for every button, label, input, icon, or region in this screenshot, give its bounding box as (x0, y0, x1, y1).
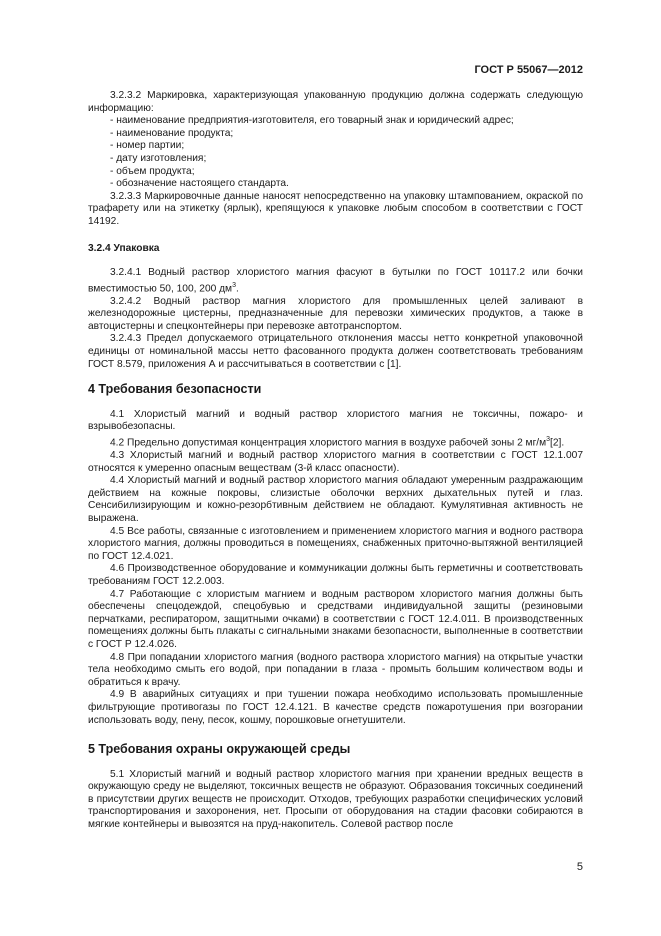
list-item: - наименование предприятия-изготовителя, его товарный знак и юридический адрес; (110, 115, 514, 127)
list-item: - обозначение настоящего стандарта. (110, 178, 289, 190)
paragraph-4-1: 4.1 Хлористый магний и водный раствор хлористого магния не токсичны, пожаро- и взрывобезопасны. (88, 408, 583, 433)
section-title-5: 5 Требования охраны окружающей среды (88, 742, 351, 757)
paragraph-3-2-4-3: 3.2.4.3 Предел допускаемого отрицательного отклонения массы нетто конкретной упаковочной единицы от номинальной массы нетто фасованного продукта должен соответствовать требованиям ГОСТ 8.579, приложения А и рассчитываться в соответствии с [1]. (88, 333, 583, 370)
paragraph-4-2: 4.2 Предельно допустимая концентрация хлористого магния в воздухе рабочей зоны 2 $мг/м^3[2]$. (110, 436, 565, 449)
paragraph-3-2-4-1: 3.2.4.1 Водный раствор хлористого магния фасуют в бутылки по ГОСТ 10117.2 или бочки вместимостью 50, 100, 200 $дм^3$. (88, 267, 583, 295)
paragraph-4-7: 4.7 Работающие с хлористым магнием и водным раствором хлористого магния должны быть обеспечены спецодеждой, спецобувью и средствами индивидуальной защиты (резиновыми перчатками, респиратором, защитными очками) в соответствии с ГОСТ 12.4.011. В производственных помещениях должны быть плакаты с сигнальными знаками безопасности, выполненные в соответствии с ГОСТ Р 12.4.026. (88, 588, 583, 650)
list-item: - номер партии; (110, 140, 185, 152)
paragraph-5-1: 5.1 Хлористый магний и водный раствор хлористого магния при хранении вредных веществ в окружающую среду не выделяют, токсичных веществ не образуют. Образования токсичных соединений в присутствии других веществ не происходит. Отходов, требующих разработки специфических условий транспортирования и захоронения, нет. Просыпи от оборудования на стадии фасовки собираются в мягкие контейнеры и вывозятся на пруд-накопитель. Солевой раствор после (88, 768, 583, 831)
paragraph-4-4: 4.4 Хлористый магний и водный раствор хлористого магния обладают умеренным раздражающим действием на кожные покровы, слизистые оболочки верхних дыхательных путей и глаз. Сенсибилизирующим и кожно-резорбтивным действием не обладают. Кумулятивная активность не выражена. (88, 475, 583, 524)
list-item: - наименование продукта; (110, 127, 234, 139)
section-title-3-2-4: 3.2.4 Упаковка (88, 242, 160, 254)
paragraph-4-9: 4.9 В аварийных ситуациях и при тушении пожара необходимо использовать промышленные фильтрующие противогазы по ГОСТ 12.4.121. В качестве средств пожаротушения при возгорании использовать воду, пену, песок, кошму, порошковые огнетушители. (88, 689, 583, 726)
list-item: - дату изготовления; (110, 152, 207, 164)
page-number: 5 (576, 861, 583, 873)
paragraph-4-5: 4.5 Все работы, связанные с изготовлением и применением хлористого магния и водного раствора хлористого магния, должны проводиться в помещениях, снабженных приточно-вытяжной вентиляцией по ГОСТ 12.4.021. (88, 525, 583, 562)
paragraph-3-2-3-3: 3.2.3.3 Маркировочные данные наносят непосредственно на упаковку штампованием, окраской по трафарету или на этикетку (ярлык), крепящуюся к упаковке любым способом в соответствии с ГОСТ 14192. (88, 190, 583, 227)
paragraph-4-8: 4.8 При попадании хлористого магния (водного раствора хлористого магния) на открытые участки тела необходимо смыть его водой, при попадании в глаза - промыть большим количеством воды и обратиться к врачу. (88, 651, 583, 688)
marking-list (88, 115, 583, 191)
section-title-4: 4 Требования безопасности (88, 382, 262, 397)
paragraph-3-2-3-2: 3.2.3.2 Маркировка, характеризующая упакованную продукцию должна содержать следующую информацию: (88, 90, 583, 114)
paragraph-3-2-4-2: 3.2.4.2 Водный раствор магния хлористого для промышленных целей заливают в железнодорожные цистерны, предназначенные для перевозки химических продуктов, а также в автоцистерны и спецконтейнеры при перевозке автотранспортом. (88, 295, 583, 332)
paragraph-4-6: 4.6 Производственное оборудование и коммуникации должны быть герметичны и соответствовать требованиям ГОСТ 12.2.003. (88, 563, 583, 587)
paragraph-4-3: 4.3 Хлористый магний и водный раствор хлористого магния в соответствии с ГОСТ 12.1.007 относятся к умеренно опасным веществам (3-й класс опасности). (88, 450, 583, 474)
document-header: ГОСТ Р 55067—2012 (474, 64, 583, 76)
page-content (88, 90, 583, 832)
list-item: - объем продукта; (110, 165, 195, 177)
